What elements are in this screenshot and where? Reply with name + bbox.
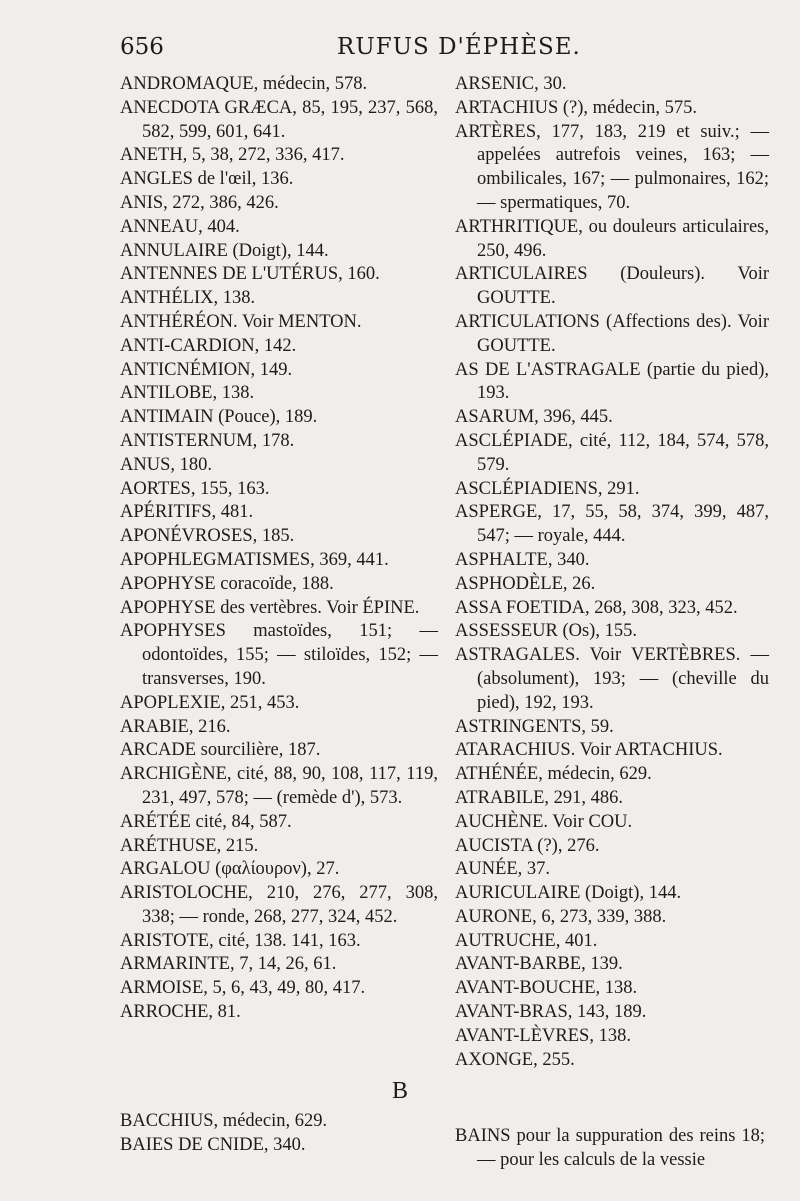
section-b-column-left (120, 1110, 438, 1158)
index-entry: AVANT-BARBE, 139. (455, 954, 623, 975)
index-entry: AVANT-BOUCHE, 138. (455, 978, 638, 999)
index-entry: AUCHÈNE. Voir COU. (455, 811, 633, 832)
index-entry: APOPHYSE des vertèbres. Voir ÉPINE. (120, 597, 420, 618)
index-entry: ARABIE, 216. (120, 716, 231, 737)
index-entry: APOPHLEGMATISMES, 369, 441. (120, 549, 389, 570)
index-entry: ARISTOTE, cité, 138. 141, 163. (120, 930, 361, 951)
index-entry: APONÉVROSES, 185. (120, 526, 295, 547)
index-entry: ANUS, 180. (120, 454, 212, 475)
index-entry: ANNEAU, 404. (120, 216, 240, 237)
index-entry: BACCHIUS, médecin, 629. (120, 1111, 328, 1131)
index-entry: ARTACHIUS (?), médecin, 575. (455, 97, 697, 118)
index-entry: ARTICULAIRES (Douleurs). Voir GOUTTE. (455, 264, 769, 309)
index-entry: ANNULAIRE (Doigt), 144. (120, 240, 329, 261)
index-entry: ANTICNÉMION, 149. (120, 359, 293, 380)
section-b-column-right (455, 1125, 765, 1173)
index-entry: ARCADE sourcilière, 187. (120, 740, 321, 761)
index-entry: ASPERGE, 17, 55, 58, 374, 399, 487, 547; — royale, 444. (455, 502, 769, 547)
index-entry: ATRABILE, 291, 486. (455, 787, 624, 808)
index-entry: AVANT-BRAS, 143, 189. (455, 1002, 647, 1023)
index-entry: ANTI-CARDION, 142. (120, 335, 297, 356)
index-entry: ARROCHE, 81. (120, 1002, 241, 1023)
index-entry: ATARACHIUS. Voir ARTACHIUS. (455, 740, 723, 761)
index-entry: ASPHODÈLE, 26. (455, 573, 596, 594)
index-entry: ANIS, 272, 386, 426. (120, 192, 279, 213)
index-entry: ARÉTÉE cité, 84, 587. (120, 811, 292, 832)
index-entry: BAINS pour la suppuration des reins 18; — pour les calculs de la vessie (455, 1126, 765, 1170)
index-entry: AURICULAIRE (Doigt), 144. (455, 883, 682, 904)
index-column-left (120, 73, 438, 1025)
index-entry: ARISTOLOCHE, 210, 276, 277, 308, 338; — ronde, 268, 277, 324, 452. (120, 883, 438, 927)
index-entry: ASCLÉPIADIENS, 291. (455, 478, 640, 499)
index-entry: APÉRITIFS, 481. (120, 502, 254, 523)
index-entry: ARMOISE, 5, 6, 43, 49, 80, 417. (120, 978, 366, 999)
index-entry: AVANT-LÈVRES, 138. (455, 1025, 631, 1046)
index-entry: BAIES DE CNIDE, 340. (120, 1134, 306, 1155)
index-entry: ANDROMAQUE, médecin, 578. (120, 74, 368, 94)
index-entry: ASTRINGENTS, 59. (455, 716, 614, 737)
index-entry: AS DE L'ASTRAGALE (partie du pied), 193. (455, 359, 769, 404)
index-entry: ANTHÉLIX, 138. (120, 288, 256, 309)
index-entry: ASSESSEUR (Os), 155. (455, 621, 637, 642)
index-entry: ASCLÉPIADE, cité, 112, 184, 574, 578, 579. (455, 430, 769, 475)
index-entry: ARGALOU (φαλίουρον), 27. (120, 859, 340, 880)
page-number: 656 (120, 34, 164, 60)
index-entry: ANTHÉRÉON. Voir MENTON. (120, 311, 362, 332)
index-entry: ARTÈRES, 177, 183, 219 et suiv.; — appelées autrefois veines, 163; — ombilicales, 167; — pulmonaires, 162; — spermatiques, 70. (455, 121, 769, 213)
index-entry: ASPHALTE, 340. (455, 549, 590, 570)
index-entry: APOPLEXIE, 251, 453. (120, 692, 300, 713)
index-entry: AURONE, 6, 273, 339, 388. (455, 906, 667, 927)
index-entry: ARSENIC, 30. (455, 74, 567, 94)
index-entry: AUNÉE, 37. (455, 859, 551, 880)
index-entry: ATHÉNÉE, médecin, 629. (455, 764, 652, 785)
index-entry: ASSA FOETIDA, 268, 308, 323, 452. (455, 597, 738, 618)
index-entry: APOPHYSES mastoïdes, 151; — odontoïdes, 155; — stiloïdes, 152; — transverses, 190. (120, 621, 438, 689)
page-header (0, 34, 800, 64)
index-entry: AUTRUCHE, 401. (455, 930, 598, 951)
index-entry: ASTRAGALES. Voir VERTÈBRES. — (absolument), 193; — (cheville du pied), 192, 193. (455, 645, 769, 713)
index-entry: ANECDOTA GRÆCA, 85, 195, 237, 568, 582, 599, 601, 641. (120, 97, 438, 142)
section-letter: B (391, 1078, 408, 1104)
index-entry: ARCHIGÈNE, cité, 88, 90, 108, 117, 119, 231, 497, 578; — (remède d'), 573. (120, 764, 438, 808)
index-entry: ANETH, 5, 38, 272, 336, 417. (120, 145, 345, 166)
running-title: RUFUS D'ÉPHÈSE. (337, 34, 581, 60)
index-entry: ANTENNES DE L'UTÉRUS, 160. (120, 264, 380, 285)
index-entry: ASARUM, 396, 445. (455, 407, 613, 428)
index-entry: ANTISTERNUM, 178. (120, 430, 295, 451)
index-entry: AXONGE, 255. (455, 1049, 575, 1070)
index-entry: ANTILOBE, 138. (120, 383, 255, 404)
index-entry: AORTES, 155, 163. (120, 478, 270, 499)
index-entry: ARÉTHUSE, 215. (120, 835, 259, 856)
index-entry: ANTIMAIN (Pouce), 189. (120, 407, 318, 428)
index-entry: APOPHYSE coracoïde, 188. (120, 573, 334, 594)
index-entry: AUCISTA (?), 276. (455, 835, 600, 856)
index-column-right (455, 73, 769, 1072)
index-entry: ARTHRITIQUE, ou douleurs articulaires, 250, 496. (455, 216, 769, 261)
index-entry: ANGLES de l'œil, 136. (120, 169, 294, 190)
index-entry: ARTICULATIONS (Affections des). Voir GOUTTE. (455, 311, 769, 356)
index-entry: ARMARINTE, 7, 14, 26, 61. (120, 954, 337, 975)
